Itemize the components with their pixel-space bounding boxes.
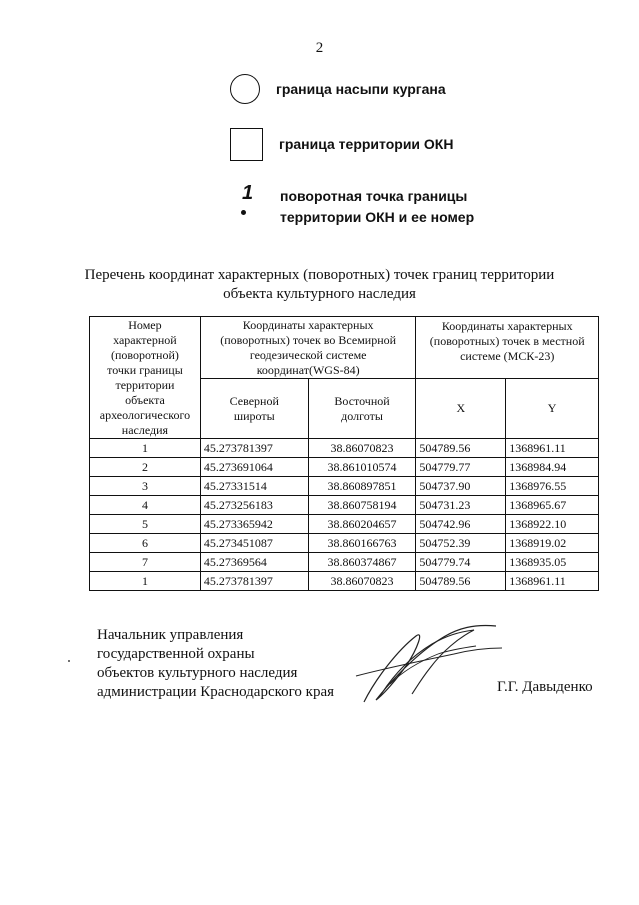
legend-mound — [230, 74, 446, 104]
table-row — [90, 496, 599, 515]
header-line: точки границы — [107, 362, 183, 377]
signer-name: Г.Г. Давыденко — [497, 679, 593, 695]
header-x: X — [416, 379, 506, 439]
header-line: (поворотных) точек во Всемирной — [220, 332, 397, 347]
legend-point-line1: поворотная точка границы — [280, 188, 468, 204]
cell-y: 1368984.94 — [506, 458, 599, 477]
cell-latitude: 45.273451087 — [200, 534, 308, 553]
signature-line: Начальник управления — [97, 627, 244, 643]
cell-y: 1368922.10 — [506, 515, 599, 534]
turning-point-number: 1 — [242, 182, 254, 204]
cell-latitude: 45.273691064 — [200, 458, 308, 477]
cell-x: 504779.74 — [416, 553, 506, 572]
table-title-line1: Перечень координат характерных (поворотных) точек границ территории — [84, 267, 555, 283]
cell-y: 1368961.11 — [506, 572, 599, 591]
header-line: Северной — [229, 393, 279, 408]
legend-territory — [230, 128, 453, 161]
circle-icon — [230, 74, 260, 104]
header-line: (поворотной) — [110, 347, 179, 362]
cell-latitude: 45.27331514 — [200, 477, 308, 496]
header-line: широты — [233, 408, 275, 423]
table-row — [90, 553, 599, 572]
header-line: объекта — [125, 392, 165, 407]
handwritten-signature — [346, 618, 506, 708]
signature-line: государственной охраны — [97, 646, 255, 662]
cell-latitude: 45.27369564 — [200, 553, 308, 572]
header-line: долготы — [341, 408, 383, 423]
header-north — [200, 379, 308, 439]
cell-latitude: 45.273365942 — [200, 515, 308, 534]
table-row — [90, 534, 599, 553]
header-line: характерной — [113, 332, 177, 347]
cell-point-number: 4 — [90, 496, 201, 515]
signature-line: объектов культурного наследия — [97, 665, 298, 681]
cell-longitude: 38.86070823 — [308, 572, 416, 591]
header-east — [308, 379, 416, 439]
header-line: геодезической системе — [249, 347, 367, 362]
cell-x: 504737.90 — [416, 477, 506, 496]
header-y: Y — [506, 379, 599, 439]
square-icon — [230, 128, 263, 161]
cell-x: 504779.77 — [416, 458, 506, 477]
cell-longitude: 38.86070823 — [308, 439, 416, 458]
cell-longitude: 38.860204657 — [308, 515, 416, 534]
legend-point-label — [280, 186, 474, 228]
cell-point-number: 6 — [90, 534, 201, 553]
cell-latitude: 45.273781397 — [200, 572, 308, 591]
cell-y: 1368976.55 — [506, 477, 599, 496]
header-line: (поворотных) точек в местной — [429, 334, 585, 348]
signature-line: администрации Краснодарского края — [97, 684, 335, 700]
table-row — [90, 439, 599, 458]
header-line: наследия — [121, 422, 169, 437]
table-row — [90, 572, 599, 591]
turning-point-dot — [241, 210, 246, 215]
cell-point-number: 3 — [90, 477, 201, 496]
turning-point-icon — [230, 182, 260, 220]
cell-point-number: 5 — [90, 515, 201, 534]
cell-y: 1368919.02 — [506, 534, 599, 553]
cell-x: 504789.56 — [416, 572, 506, 591]
legend-point-line2: территории ОКН и ее номер — [280, 209, 475, 225]
cell-point-number: 2 — [90, 458, 201, 477]
cell-longitude: 38.860166763 — [308, 534, 416, 553]
cell-longitude: 38.860374867 — [308, 553, 416, 572]
cell-longitude: 38.860897851 — [308, 477, 416, 496]
cell-latitude: 45.273781397 — [200, 439, 308, 458]
header-msk23 — [416, 317, 599, 379]
header-line: археологического — [99, 407, 191, 422]
cell-y: 1368935.05 — [506, 553, 599, 572]
cell-point-number: 1 — [90, 439, 201, 458]
cell-x: 504789.56 — [416, 439, 506, 458]
cell-latitude: 45.273256183 — [200, 496, 308, 515]
table-title-line2: объекта культурного наследия — [223, 286, 416, 302]
table-row — [90, 477, 599, 496]
legend-mound-label: граница насыпи кургана — [276, 80, 446, 97]
header-line: координат(WGS-84) — [256, 362, 360, 377]
cell-longitude: 38.861010574 — [308, 458, 416, 477]
header-line: Номер — [128, 317, 162, 332]
scan-speck — [68, 660, 70, 662]
coordinates-table — [89, 316, 599, 591]
signature-title — [97, 626, 334, 702]
cell-y: 1368961.11 — [506, 439, 599, 458]
cell-point-number: 1 — [90, 572, 201, 591]
cell-x: 504731.23 — [416, 496, 506, 515]
header-wgs84 — [200, 317, 416, 379]
legend-territory-label: граница территории ОКН — [279, 136, 454, 152]
header-line: Координаты характерных — [242, 317, 374, 332]
header-point-number — [90, 317, 201, 439]
table-row — [90, 458, 599, 477]
table-row — [90, 515, 599, 534]
table-title — [0, 266, 639, 304]
cell-y: 1368965.67 — [506, 496, 599, 515]
cell-x: 504742.96 — [416, 515, 506, 534]
legend-point — [230, 182, 475, 228]
cell-point-number: 7 — [90, 553, 201, 572]
header-line: системе (МСК-23) — [460, 349, 555, 363]
page-number: 2 — [315, 40, 324, 56]
cell-longitude: 38.860758194 — [308, 496, 416, 515]
header-line: Восточной — [334, 393, 390, 408]
header-line: территории — [115, 377, 175, 392]
cell-x: 504752.39 — [416, 534, 506, 553]
header-line: Координаты характерных — [441, 319, 573, 333]
